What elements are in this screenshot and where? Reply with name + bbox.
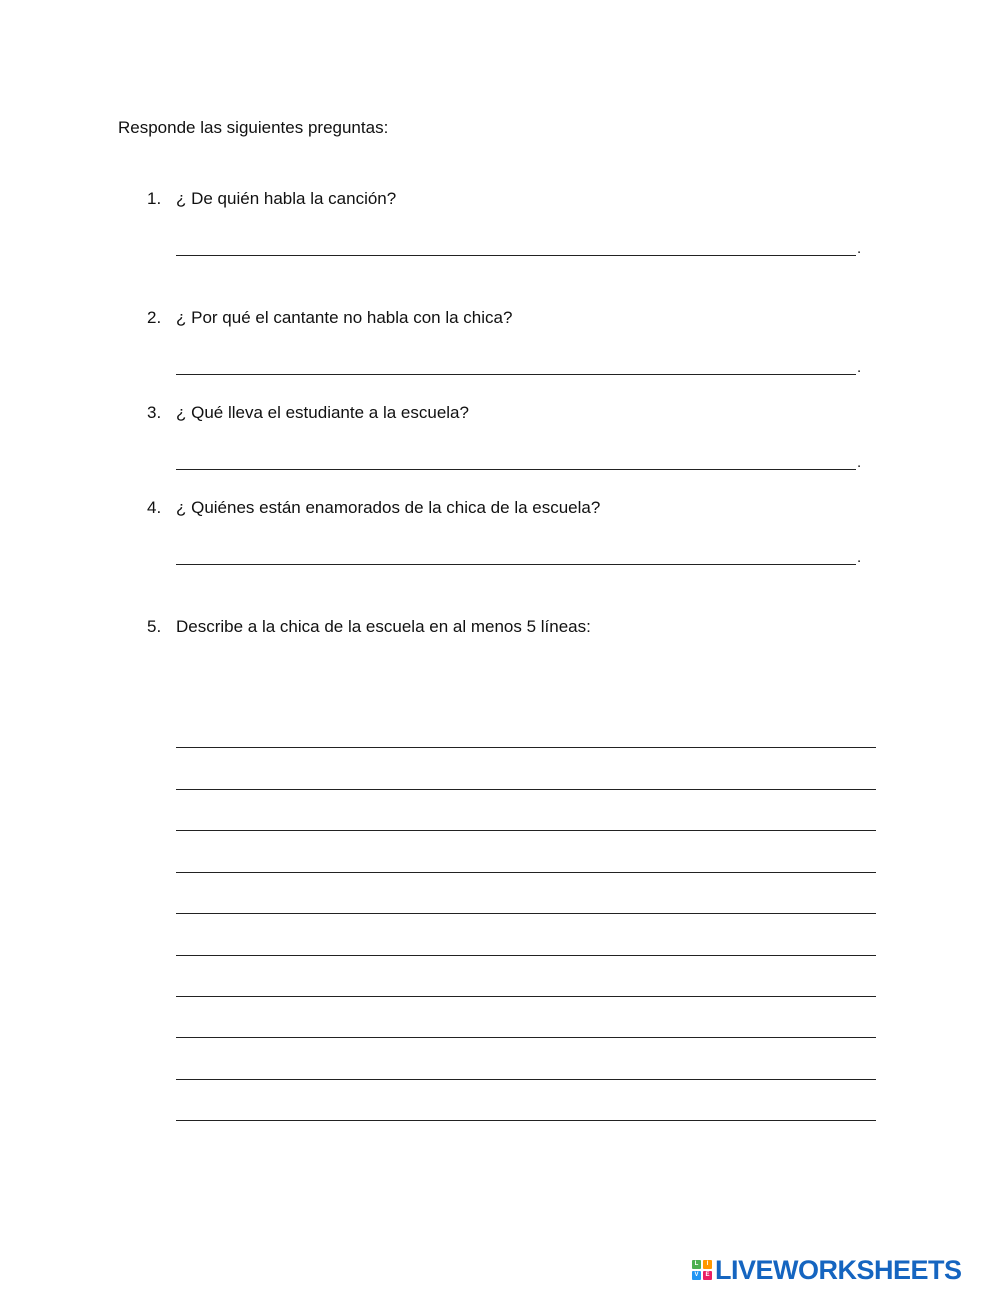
question-text: Describe a la chica de la escuela en al menos 5 líneas: <box>176 617 591 636</box>
question-4 <box>147 498 600 518</box>
line-end-mark: . <box>857 549 862 566</box>
question-number: 2. <box>147 308 162 327</box>
question-2 <box>147 308 512 328</box>
writing-line[interactable] <box>176 830 876 831</box>
writing-line[interactable] <box>176 1120 876 1121</box>
answer-line-3[interactable] <box>176 454 862 471</box>
logo-mark-letter: V <box>692 1271 701 1280</box>
writing-line[interactable] <box>176 913 876 914</box>
writing-line[interactable] <box>176 1037 876 1038</box>
answer-line-4[interactable] <box>176 549 862 566</box>
line-end-mark: . <box>857 359 862 376</box>
instructions-heading: Responde las siguientes preguntas: <box>118 118 389 137</box>
writing-line[interactable] <box>176 789 876 790</box>
logo-text: LIVEWORKSHEETS <box>715 1255 962 1285</box>
logo-mark-letter: E <box>703 1271 712 1280</box>
line-end-mark: . <box>857 454 862 471</box>
question-text: ¿ Qué lleva el estudiante a la escuela? <box>176 403 469 422</box>
liveworksheets-logo <box>692 1256 962 1284</box>
writing-line[interactable] <box>176 872 876 873</box>
question-text: ¿ De quién habla la canción? <box>176 189 397 208</box>
logo-mark-letter: I <box>703 1260 712 1269</box>
question-1 <box>147 189 396 209</box>
writing-line[interactable] <box>176 1079 876 1080</box>
logo-mark-icon <box>692 1260 712 1280</box>
question-text: ¿ Quiénes están enamorados de la chica de la escuela? <box>176 498 601 517</box>
question-3 <box>147 403 469 423</box>
answer-line-2[interactable] <box>176 359 862 376</box>
question-5 <box>147 617 591 637</box>
logo-mark-letter: L <box>692 1260 701 1269</box>
question-number: 1. <box>147 189 162 208</box>
question-text: ¿ Por qué el cantante no habla con la chica? <box>176 308 513 327</box>
question-number: 3. <box>147 403 162 422</box>
line-end-mark: . <box>857 240 862 257</box>
answer-line-1[interactable] <box>176 240 862 257</box>
writing-line[interactable] <box>176 955 876 956</box>
writing-line[interactable] <box>176 747 876 748</box>
question-number: 4. <box>147 498 162 517</box>
writing-line[interactable] <box>176 996 876 997</box>
question-number: 5. <box>147 617 162 636</box>
